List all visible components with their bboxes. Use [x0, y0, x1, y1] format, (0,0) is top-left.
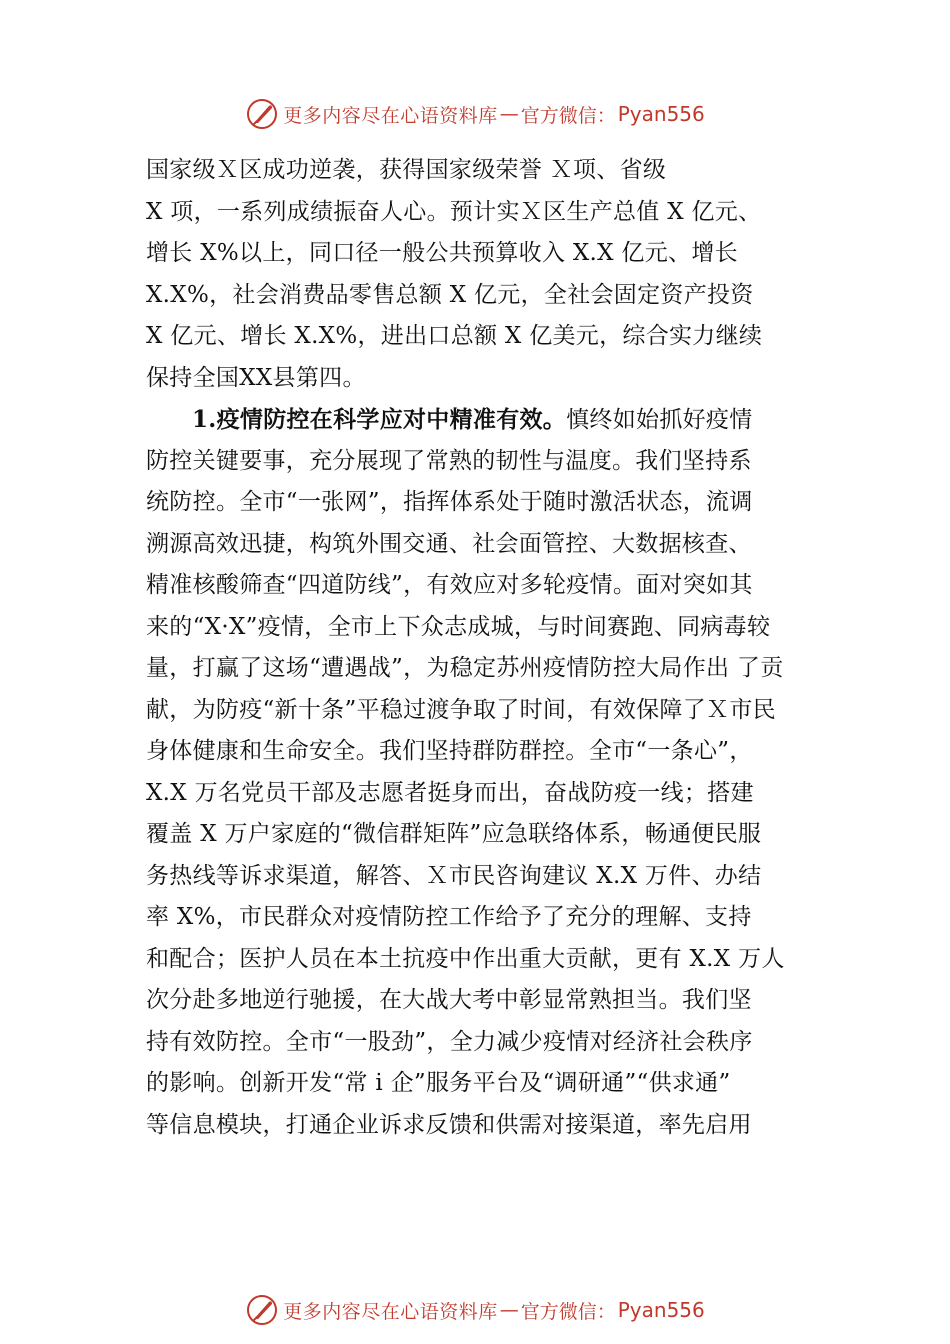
banner-sub-text: 官方微信：	[520, 104, 616, 127]
text-line: 持有效防控。全市“一股劲”，全力减少疫情对经济社会秩序	[146, 1028, 753, 1055]
text-line: 防控关键要事，充分展现了常熟的韧性与温度。我们坚持系	[146, 447, 752, 474]
text-line: 身体健康和生命安全。我们坚持群防群控。全市“一条心”，	[146, 738, 753, 764]
quill-logo-icon	[245, 1293, 279, 1327]
banner-dash: —	[499, 1299, 519, 1321]
text-line: X.X 万名党员干部及志愿者挺身而出，奋战防疫一线；搭建	[146, 779, 754, 806]
text-line: 增长 X%以上，同口径一般公共预算收入 X.X 亿元、增长	[146, 240, 738, 266]
banner-wechat-id: Pyan556	[617, 102, 705, 126]
footer-banner	[0, 1290, 950, 1330]
text-fragment: 慎终如始抓好疫情	[566, 407, 753, 433]
section-heading: 1.疫情防控在科学应对中精准有效。	[192, 406, 567, 433]
text-line: 覆盖 X 万户家庭的“微信群矩阵”应急联络体系，畅通便民服	[146, 821, 762, 847]
banner-main-text: 更多内容尽在心语资料库	[283, 104, 498, 127]
text-line: 保持全国XX县第四。	[146, 364, 366, 391]
banner-main-text: 更多内容尽在心语资料库	[283, 1300, 498, 1323]
document-body	[146, 150, 811, 1146]
text-line: X.X%，社会消费品零售总额 X 亿元，全社会固定资产投资	[146, 281, 754, 308]
text-line: 次分赴多地逆行驰援，在大战大考中彰显常熟担当。我们坚	[146, 987, 752, 1013]
text-line: 率 X%，市民群众对疫情防控工作给予了充分的理解、支持	[146, 904, 752, 930]
text-line: 等信息模块，打通企业诉求反馈和供需对接渠道，率先启用	[146, 1111, 752, 1138]
paragraph-summary	[146, 150, 811, 399]
text-line: 国家级Ｘ区成功逆袭，获得国家级荣誉 Ｘ项、省级	[146, 157, 667, 183]
text-line: 的影响。创新开发“常 i 企”服务平台及“调研通”“供求通”	[146, 1070, 731, 1096]
text-line: 统防控。全市“一张网”，指挥体系处于随时激活状态，流调	[146, 489, 753, 515]
banner-wechat-id: Pyan556	[617, 1298, 705, 1322]
text-line: 献，为防疫“新十条”平稳过渡争取了时间，有效保障了Ｘ市民	[146, 696, 776, 723]
header-banner	[0, 94, 950, 134]
quill-logo-icon	[245, 97, 279, 131]
paragraph-epidemic-control	[146, 399, 811, 1146]
text-line: 务热线等诉求渠道，解答、Ｘ市民咨询建议 X.X 万件、办结	[146, 862, 762, 889]
text-line: 和配合；医护人员在本土抗疫中作出重大贡献，更有 X.X 万人	[146, 945, 785, 972]
banner-dash: —	[499, 103, 519, 125]
text-line: 来的“X·X”疫情，全市上下众志成城，与时间赛跑、同病毒较	[146, 613, 771, 640]
text-line: 溯源高效迅捷，构筑外围交通、社会面管控、大数据核查、	[146, 530, 752, 557]
text-line: 量，打赢了这场“遭遇战”，为稳定苏州疫情防控大局作出 了贡	[146, 655, 784, 681]
text-line: X 项，一系列成绩振奋人心。预计实Ｘ区生产总值 X 亿元、	[146, 198, 762, 225]
text-line: 精准核酸筛查“四道防线”，有效应对多轮疫情。面对突如其	[146, 572, 753, 598]
banner-sub-text: 官方微信：	[520, 1300, 616, 1323]
text-line: X 亿元、增长 X.X%，进出口总额 X 亿美元，综合实力继续	[146, 323, 763, 349]
paragraph-first-line	[146, 399, 811, 441]
